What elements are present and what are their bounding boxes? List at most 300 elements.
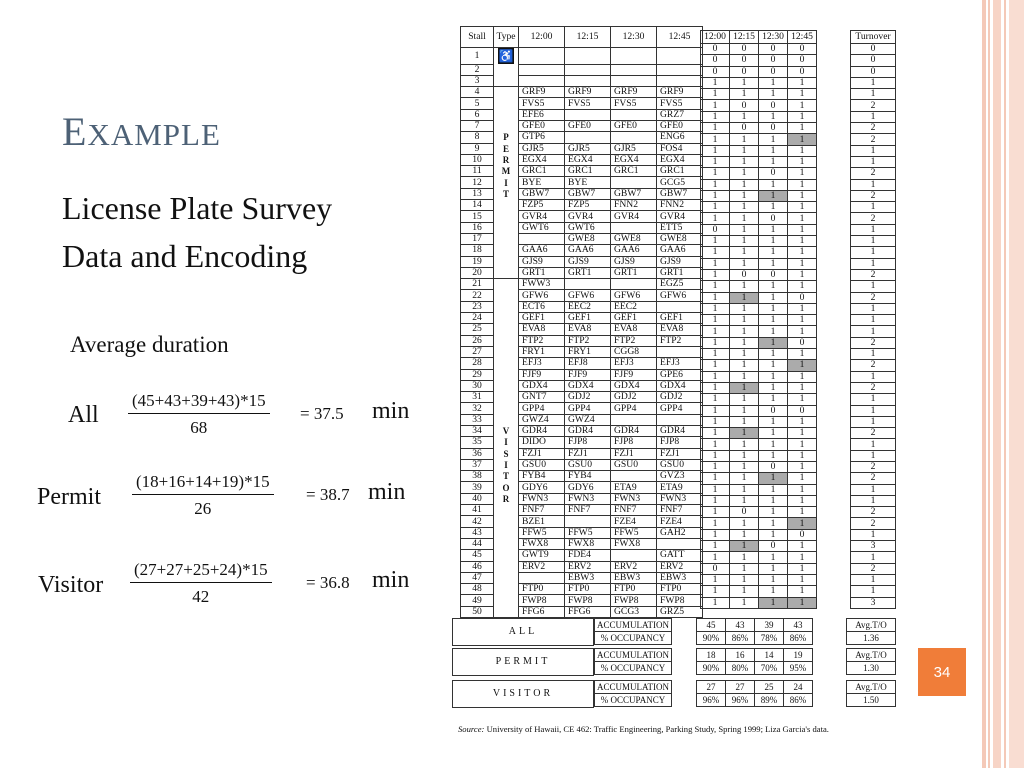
encoding-cell: 1 <box>730 258 759 269</box>
stall-number: 14 <box>461 200 494 211</box>
encoding-cell: 1 <box>730 292 759 303</box>
type-cell <box>494 572 519 583</box>
plate-cell: EGX4 <box>519 154 565 165</box>
accumulation-value: 43 <box>784 619 813 632</box>
plate-row <box>461 392 703 403</box>
encoding-cell: 0 <box>788 44 817 55</box>
type-cell <box>494 369 519 380</box>
formula-visitor-denominator: 42 <box>192 587 210 606</box>
encoding-row <box>701 495 817 506</box>
encoding-row <box>701 247 817 258</box>
stall-number: 49 <box>461 595 494 606</box>
encoding-cell: 1 <box>701 292 730 303</box>
plate-cell: EVA8 <box>611 324 657 335</box>
plate-cell <box>519 75 565 86</box>
encoding-row <box>701 529 817 540</box>
encoding-row <box>701 156 817 167</box>
encoding-cell: 1 <box>788 224 817 235</box>
turnover-cell: 2 <box>851 473 896 484</box>
formula-all-result: = 37.5 <box>300 404 344 423</box>
plate-cell: GWE8 <box>657 233 703 244</box>
plate-row <box>461 561 703 572</box>
plate-cell: GEF1 <box>565 313 611 324</box>
plate-cell: EEC2 <box>611 301 657 312</box>
encoding-cell: 1 <box>759 247 788 258</box>
plate-row <box>461 448 703 459</box>
stall-number: 9 <box>461 143 494 154</box>
stall-number: 28 <box>461 358 494 369</box>
occupancy-value: 78% <box>755 632 784 645</box>
plate-row <box>461 369 703 380</box>
encoding-cell: 0 <box>759 168 788 179</box>
encoding-cell: 1 <box>701 100 730 111</box>
plate-cell: EVA8 <box>565 324 611 335</box>
encoding-cell: 1 <box>788 213 817 224</box>
encoding-row <box>701 179 817 190</box>
formula-all-numerator: (45+43+39+43)*15 <box>128 391 270 414</box>
encoding-cell: 1 <box>701 360 730 371</box>
turnover-row <box>851 450 896 461</box>
plate-cell <box>657 75 703 86</box>
turnover-cell: 1 <box>851 179 896 190</box>
turnover-cell: 0 <box>851 55 896 66</box>
encoding-cell: 1 <box>701 190 730 201</box>
plate-cell: FDE4 <box>565 550 611 561</box>
encoding-cell: 1 <box>759 484 788 495</box>
plate-cell: GRZ5 <box>657 606 703 617</box>
plate-row <box>461 313 703 324</box>
type-cell: S <box>494 448 519 459</box>
plate-cell: EBW3 <box>657 572 703 583</box>
plate-cell: GNT7 <box>519 392 565 403</box>
avg-turnover-label: Avg.T/O <box>847 619 896 632</box>
formula-permit-numerator: (18+16+14+19)*15 <box>132 472 274 495</box>
encoding-row <box>701 281 817 292</box>
turnover-row <box>851 179 896 190</box>
turnover-cell: 1 <box>851 89 896 100</box>
plate-cell <box>611 177 657 188</box>
type-cell <box>494 392 519 403</box>
encoding-row <box>701 315 817 326</box>
encoding-cell: 1 <box>759 303 788 314</box>
stall-number: 15 <box>461 211 494 222</box>
plate-cell: ETT5 <box>657 222 703 233</box>
plate-cell: FWN3 <box>611 493 657 504</box>
type-cell: I <box>494 459 519 470</box>
stall-number: 33 <box>461 414 494 425</box>
plate-row <box>461 516 703 527</box>
encoding-cell: 1 <box>759 258 788 269</box>
turnover-cell: 1 <box>851 484 896 495</box>
plate-cell: EBW3 <box>611 572 657 583</box>
occupancy-label: % OCCUPANCY <box>595 694 672 707</box>
plate-cell: ERV2 <box>565 561 611 572</box>
plate-cell: GAH2 <box>657 527 703 538</box>
plate-cell: GVR4 <box>519 211 565 222</box>
encoding-row <box>701 258 817 269</box>
plate-cell: GRC1 <box>657 166 703 177</box>
plate-cell: EEC2 <box>565 301 611 312</box>
encoding-row <box>701 145 817 156</box>
encoding-cell: 1 <box>759 292 788 303</box>
plate-cell: FZP5 <box>565 200 611 211</box>
plate-cell: GBW7 <box>565 188 611 199</box>
plate-cell: GDJ2 <box>611 392 657 403</box>
encoding-row <box>701 269 817 280</box>
encoding-cell: 1 <box>701 541 730 552</box>
turnover-row <box>851 597 896 608</box>
encoding-cell: 1 <box>730 156 759 167</box>
avg-turnover <box>846 618 896 645</box>
time-header: 12:15 <box>730 31 759 44</box>
plate-row <box>461 98 703 109</box>
encoding-cell: 1 <box>759 224 788 235</box>
plate-cell: FWP8 <box>611 595 657 606</box>
avg-turnover-value: 1.36 <box>847 632 896 645</box>
accumulation-value: 43 <box>726 619 755 632</box>
encoding-row <box>701 66 817 77</box>
turnover-cell: 1 <box>851 77 896 88</box>
plate-cell <box>657 64 703 75</box>
plate-row <box>461 48 703 65</box>
plate-cell: BYE <box>519 177 565 188</box>
page-number-badge: 34 <box>918 648 966 696</box>
type-cell <box>494 120 519 131</box>
type-cell <box>494 538 519 549</box>
encoding-row <box>701 394 817 405</box>
turnover-row <box>851 349 896 360</box>
encoding-cell: 1 <box>701 168 730 179</box>
summary-label: PERMIT <box>452 648 594 676</box>
summary-values <box>696 618 813 645</box>
encoding-row <box>701 461 817 472</box>
type-cell <box>494 346 519 357</box>
accumulation-value: 25 <box>755 681 784 694</box>
occupancy-label: % OCCUPANCY <box>595 632 672 645</box>
type-cell <box>494 414 519 425</box>
occupancy-value: 90% <box>697 632 726 645</box>
stall-number: 13 <box>461 188 494 199</box>
encoding-cell: 1 <box>730 326 759 337</box>
turnover-row <box>851 439 896 450</box>
encoding-cell: 1 <box>759 326 788 337</box>
encoding-cell: 0 <box>730 100 759 111</box>
turnover-row <box>851 123 896 134</box>
stall-number: 12 <box>461 177 494 188</box>
encoding-cell: 1 <box>759 473 788 484</box>
type-cell <box>494 267 519 278</box>
plate-row <box>461 459 703 470</box>
turnover-row <box>851 337 896 348</box>
encoding-row <box>701 100 817 111</box>
encoding-cell: 1 <box>730 89 759 100</box>
plate-cell <box>519 233 565 244</box>
plate-row <box>461 414 703 425</box>
encoding-cell: 0 <box>759 44 788 55</box>
formula-visitor-unit: min <box>372 567 410 593</box>
turnover-row <box>851 371 896 382</box>
plate-cell: EVA8 <box>519 324 565 335</box>
time-header: 12:15 <box>565 27 611 48</box>
turnover-cell: 1 <box>851 303 896 314</box>
encoding-row <box>701 190 817 201</box>
plate-row <box>461 120 703 131</box>
plate-cell <box>519 572 565 583</box>
summary-row-labels <box>594 618 672 645</box>
encoding-row <box>701 360 817 371</box>
plate-cell: GWZ4 <box>519 414 565 425</box>
subtitle-line-2: Data and Encoding <box>62 238 308 274</box>
plate-cell: FYB4 <box>519 471 565 482</box>
encoding-cell: 1 <box>701 529 730 540</box>
type-header: Type <box>494 27 519 48</box>
plate-row <box>461 606 703 617</box>
plate-row <box>461 245 703 256</box>
type-cell <box>494 245 519 256</box>
turnover-cell: 1 <box>851 156 896 167</box>
encoding-cell: 1 <box>730 315 759 326</box>
turnover-cell: 1 <box>851 586 896 597</box>
plate-cell: FWP8 <box>519 595 565 606</box>
turnover-cell: 1 <box>851 202 896 213</box>
encoding-row <box>701 507 817 518</box>
encoding-cell: 1 <box>701 428 730 439</box>
stall-number: 39 <box>461 482 494 493</box>
plate-cell: FNF7 <box>657 505 703 516</box>
plate-cell <box>519 48 565 65</box>
encoding-cell: 1 <box>701 258 730 269</box>
encoding-cell: 1 <box>759 89 788 100</box>
plate-cell: EFE6 <box>519 109 565 120</box>
stall-number: 20 <box>461 267 494 278</box>
encoding-cell: 1 <box>730 405 759 416</box>
plate-cell: FTP2 <box>519 335 565 346</box>
encoding-cell: 1 <box>730 450 759 461</box>
encoding-cell: 1 <box>730 495 759 506</box>
plate-row <box>461 233 703 244</box>
plate-cell: GBW7 <box>519 188 565 199</box>
accumulation-value: 39 <box>755 619 784 632</box>
plate-cell: GAA6 <box>565 245 611 256</box>
encoding-cell: 1 <box>730 394 759 405</box>
formula-visitor-fraction <box>130 560 272 607</box>
turnover-row <box>851 541 896 552</box>
occupancy-value: 96% <box>697 694 726 707</box>
encoding-cell: 0 <box>788 55 817 66</box>
turnover-row <box>851 224 896 235</box>
encoding-cell: 1 <box>730 597 759 608</box>
plate-cell: GJS9 <box>565 256 611 267</box>
encoding-cell: 1 <box>701 89 730 100</box>
time-header: 12:45 <box>657 27 703 48</box>
turnover-row <box>851 89 896 100</box>
turnover-row <box>851 552 896 563</box>
encoding-cell: 0 <box>701 55 730 66</box>
time-header: 12:30 <box>611 27 657 48</box>
encoding-row <box>701 586 817 597</box>
encoding-cell: 1 <box>759 360 788 371</box>
turnover-row <box>851 111 896 122</box>
stall-number: 30 <box>461 380 494 391</box>
turnover-row <box>851 416 896 427</box>
stall-number: 25 <box>461 324 494 335</box>
stall-number: 45 <box>461 550 494 561</box>
turnover-row <box>851 405 896 416</box>
encoding-cell: 1 <box>701 269 730 280</box>
type-cell: P <box>494 132 519 143</box>
encoding-cell: 1 <box>730 473 759 484</box>
encoding-cell: 1 <box>788 349 817 360</box>
encoding-row <box>701 111 817 122</box>
plate-cell: GDR4 <box>611 426 657 437</box>
encoding-cell: 1 <box>730 484 759 495</box>
plate-cell: GDX4 <box>611 380 657 391</box>
plate-cell: EGX4 <box>657 154 703 165</box>
encoding-cell: 1 <box>701 236 730 247</box>
stall-number: 3 <box>461 75 494 86</box>
encoding-cell: 1 <box>701 371 730 382</box>
turnover-cell: 1 <box>851 574 896 585</box>
plate-cell: FVS5 <box>565 98 611 109</box>
encoding-cell: 1 <box>788 315 817 326</box>
encoding-cell: 1 <box>788 281 817 292</box>
encoding-cell: 1 <box>788 145 817 156</box>
encoding-cell: 0 <box>701 44 730 55</box>
encoding-cell: 1 <box>701 507 730 518</box>
plate-table <box>460 26 703 618</box>
plate-cell: GFE0 <box>519 120 565 131</box>
encoding-row <box>701 574 817 585</box>
plate-cell: FFW5 <box>611 527 657 538</box>
encoding-cell: 0 <box>788 66 817 77</box>
encoding-cell: 1 <box>730 179 759 190</box>
plate-cell <box>611 132 657 143</box>
plate-cell: GWE8 <box>565 233 611 244</box>
turnover-row <box>851 145 896 156</box>
plate-cell: FNF7 <box>565 505 611 516</box>
turnover-row <box>851 360 896 371</box>
stall-number: 21 <box>461 279 494 290</box>
avg-turnover <box>846 680 896 707</box>
turnover-row <box>851 190 896 201</box>
encoding-row <box>701 303 817 314</box>
formula-permit-denominator: 26 <box>194 499 212 518</box>
plate-row <box>461 143 703 154</box>
plate-cell: FFW5 <box>565 527 611 538</box>
encoding-cell: 1 <box>759 371 788 382</box>
encoding-cell: 1 <box>730 337 759 348</box>
encoding-cell: 1 <box>759 134 788 145</box>
plate-cell: EVA8 <box>657 324 703 335</box>
type-cell <box>494 324 519 335</box>
encoding-cell: 1 <box>788 574 817 585</box>
encoding-cell: 1 <box>730 529 759 540</box>
plate-cell <box>611 48 657 65</box>
plate-row <box>461 572 703 583</box>
plate-row <box>461 109 703 120</box>
type-cell <box>494 561 519 572</box>
encoding-cell: 1 <box>701 450 730 461</box>
summary-values <box>696 680 813 707</box>
turnover-cell: 2 <box>851 563 896 574</box>
plate-row <box>461 75 703 86</box>
encoding-cell: 0 <box>788 405 817 416</box>
encoding-cell: 1 <box>788 111 817 122</box>
encoding-cell: 1 <box>730 428 759 439</box>
encoding-cell: 1 <box>730 518 759 529</box>
plate-cell: GAA6 <box>519 245 565 256</box>
plate-cell: FTP2 <box>657 335 703 346</box>
turnover-row <box>851 586 896 597</box>
encoding-row <box>701 292 817 303</box>
stall-number: 6 <box>461 109 494 120</box>
encoding-cell: 0 <box>759 461 788 472</box>
plate-cell: FTP2 <box>565 335 611 346</box>
encoding-cell: 0 <box>730 123 759 134</box>
plate-cell: DIDO <box>519 437 565 448</box>
turnover-row <box>851 315 896 326</box>
accumulation-label: ACCUMULATION <box>595 681 672 694</box>
plate-cell: GDX4 <box>657 380 703 391</box>
encoding-cell: 1 <box>788 484 817 495</box>
turnover-row <box>851 461 896 472</box>
plate-cell: FZE4 <box>657 516 703 527</box>
encoding-row <box>701 123 817 134</box>
formula-visitor-label: Visitor <box>38 572 104 598</box>
turnover-cell: 2 <box>851 518 896 529</box>
turnover-row <box>851 236 896 247</box>
plate-cell: GEF1 <box>519 313 565 324</box>
encoding-cell: 1 <box>701 461 730 472</box>
encoding-cell: 1 <box>759 586 788 597</box>
plate-cell: FWN3 <box>565 493 611 504</box>
turnover-row <box>851 574 896 585</box>
plate-row <box>461 64 703 75</box>
plate-cell: GWT6 <box>519 222 565 233</box>
encoding-cell: 1 <box>788 450 817 461</box>
encoding-cell: 1 <box>730 552 759 563</box>
plate-row <box>461 290 703 301</box>
plate-cell: GPP4 <box>657 403 703 414</box>
plate-cell: FZJ1 <box>611 448 657 459</box>
source-note: Source: University of Hawaii, CE 462: Traffic Engineering, Parking Study, Spring 1999; Liza Garcia's data. <box>458 724 829 734</box>
encoding-row <box>701 473 817 484</box>
formula-visitor-result: = 36.8 <box>306 573 350 592</box>
plate-row <box>461 335 703 346</box>
turnover-cell: 2 <box>851 134 896 145</box>
plate-row <box>461 154 703 165</box>
stall-number: 8 <box>461 132 494 143</box>
turnover-cell: 2 <box>851 360 896 371</box>
plate-cell: GFW6 <box>565 290 611 301</box>
wheelchair-icon: ♿ <box>498 49 514 63</box>
plate-cell: GPE6 <box>657 369 703 380</box>
turnover-cell: 1 <box>851 326 896 337</box>
encoding-row <box>701 405 817 416</box>
plate-cell: FJP8 <box>657 437 703 448</box>
encoding-cell: 1 <box>730 382 759 393</box>
plate-cell: GWE8 <box>611 233 657 244</box>
plate-row <box>461 482 703 493</box>
encoding-cell: 1 <box>759 394 788 405</box>
plate-cell <box>519 64 565 75</box>
encoding-row <box>701 563 817 574</box>
stall-number: 23 <box>461 301 494 312</box>
plate-row <box>461 380 703 391</box>
turnover-cell: 2 <box>851 292 896 303</box>
encoding-cell: 1 <box>701 77 730 88</box>
encoding-cell: 1 <box>730 349 759 360</box>
